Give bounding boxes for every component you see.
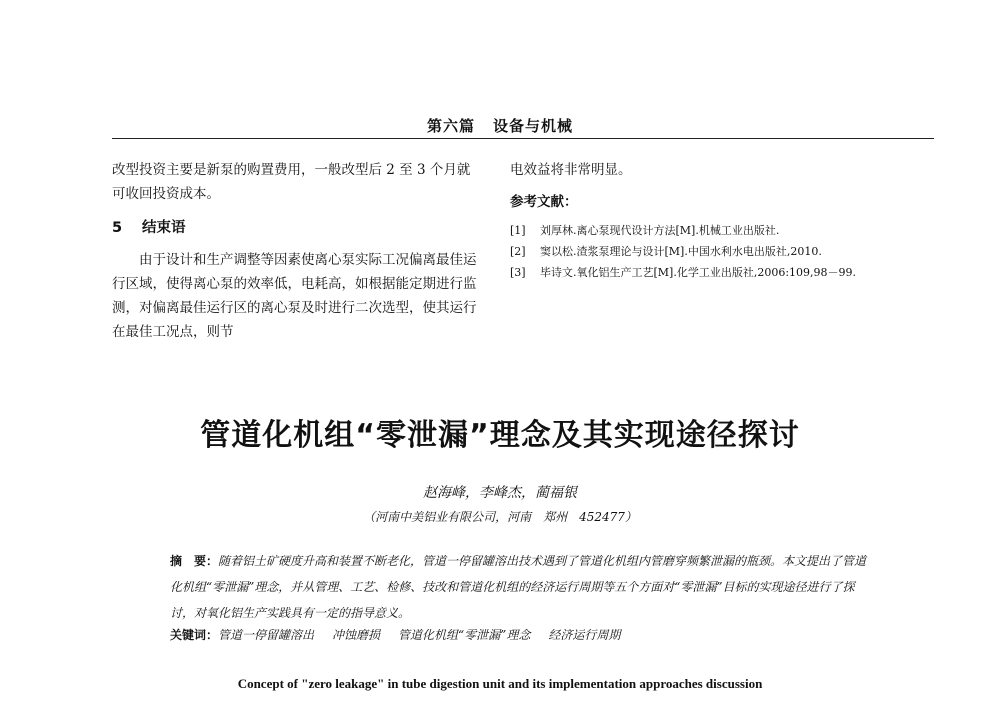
affiliation: （河南中美铝业有限公司，河南 郑州 452477） xyxy=(363,510,637,524)
references-title: 参考文献： xyxy=(510,194,578,210)
keyword: 管道化机组“零泄漏”理念 xyxy=(398,628,531,642)
right-column xyxy=(510,158,890,283)
left-column xyxy=(112,158,482,344)
reference-item xyxy=(510,241,890,262)
header-rule xyxy=(112,138,934,139)
abstract-text: 随着铝土矿硬度升高和装置不断老化，管道一停留罐溶出技术遇到了管道化机组内管磨穿频繁泄漏的瓶颈。本文提出了管道化机组“零泄漏”理念，并从管理、工艺、检修、技改和管道化机组的经济运行周期等五个方面对“零泄漏”目标的实现途径进行了探讨，对氧化铝生产实践具有一定的指导意义。 xyxy=(170,554,867,620)
keywords xyxy=(170,626,870,643)
paragraph: 由于设计和生产调整等因素使离心泵实际工况偏离最佳运行区域，使得离心泵的效率低，电耗高，如根据能定期进行监测，对偏离最佳运行区的离心泵及时进行二次选型，使其运行在最佳工况点，则节 xyxy=(112,252,477,340)
reference-number: [2] xyxy=(510,245,526,258)
english-title: Concept of "zero leakage" in tube digestion unit and its implementation approaches discussion xyxy=(237,676,763,691)
abstract-label: 摘 要： xyxy=(170,554,219,568)
running-header xyxy=(0,115,1000,136)
abstract xyxy=(170,548,870,626)
reference-number: [3] xyxy=(510,266,526,279)
section-label: 设备与机械 xyxy=(493,117,574,135)
keywords-label: 关键词： xyxy=(170,628,219,642)
part-label: 第六篇 xyxy=(426,117,475,135)
paragraph: 电效益将非常明显。 xyxy=(510,162,632,178)
reference-text: 毕诗文.氧化铝生产工艺[M].化学工业出版社,2006:109,98－99. xyxy=(540,266,857,279)
authors: 赵海峰，李峰杰，蔺福银 xyxy=(423,485,577,501)
paragraph: 改型投资主要是新泵的购置费用，一般改型后 2 至 3 个月就可收回投资成本。 xyxy=(112,162,471,202)
section-heading xyxy=(112,216,482,240)
reference-text: 刘厚林.离心泵现代设计方法[M].机械工业出版社. xyxy=(540,224,780,237)
keyword: 经济运行周期 xyxy=(548,628,621,642)
reference-item xyxy=(510,262,890,283)
reference-item xyxy=(510,220,890,241)
section-number: 5 xyxy=(112,220,123,236)
keyword: 冲蚀磨损 xyxy=(332,628,381,642)
section-title: 结束语 xyxy=(142,220,186,236)
paper-title: 管道化机组“零泄漏”理念及其实现途径探讨 xyxy=(200,418,800,453)
reference-number: [1] xyxy=(510,224,526,237)
reference-text: 窦以松.渣浆泵理论与设计[M].中国水利水电出版社,2010. xyxy=(540,245,822,258)
keyword: 管道一停留罐溶出 xyxy=(218,628,315,642)
